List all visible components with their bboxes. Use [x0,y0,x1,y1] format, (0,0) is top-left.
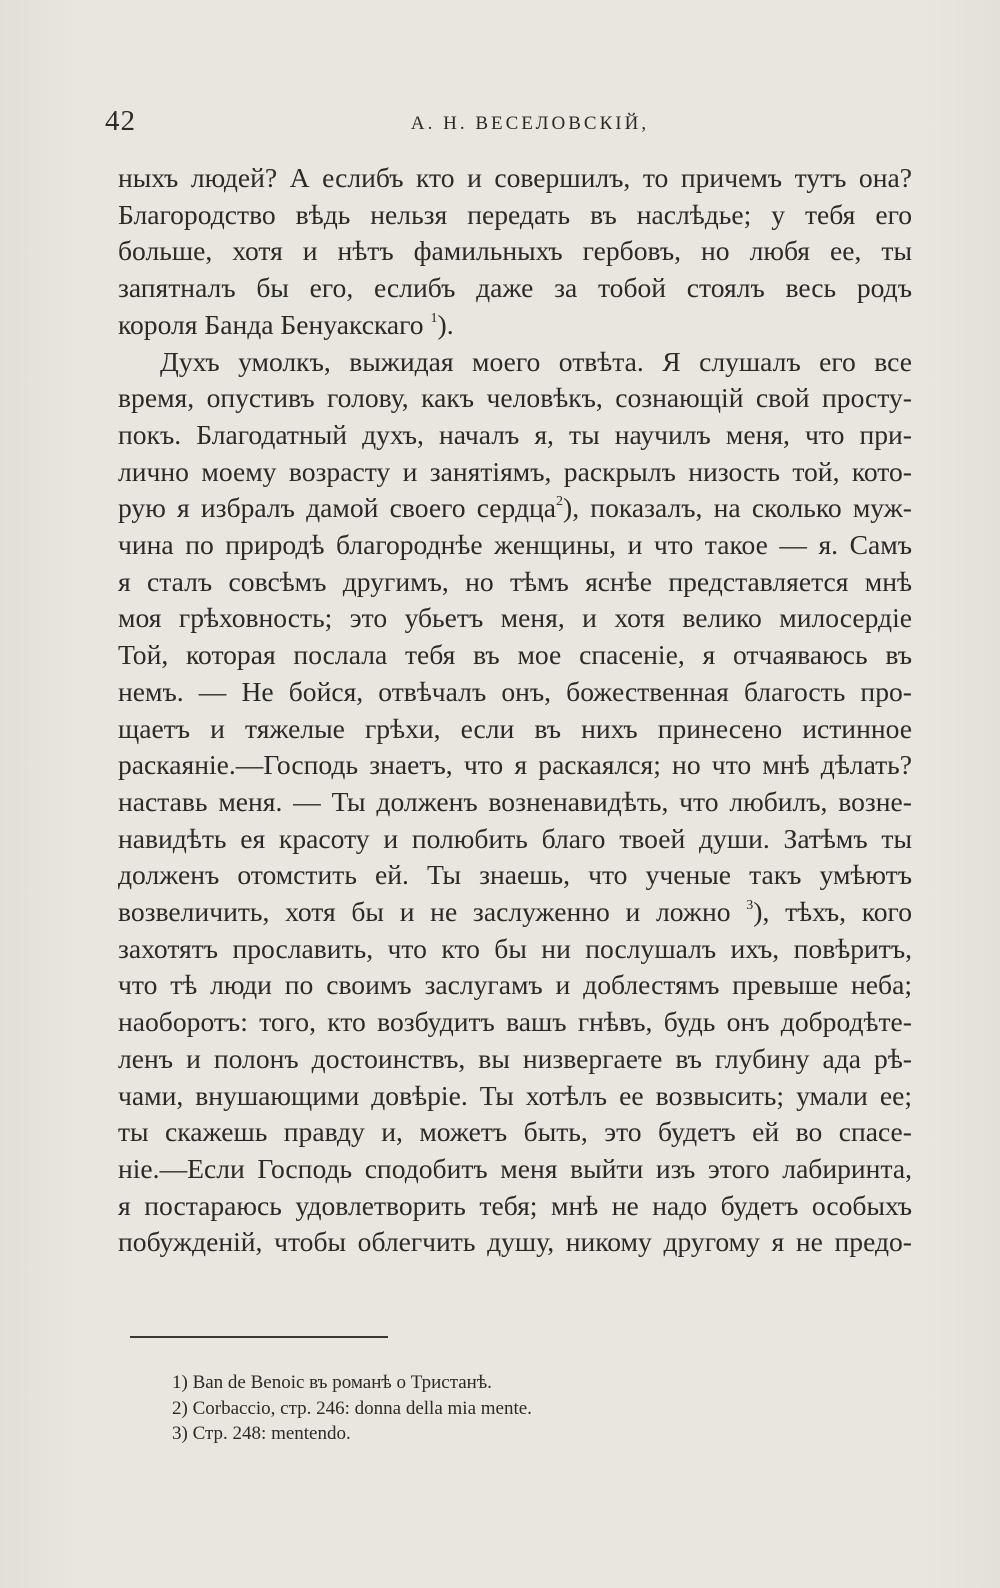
footnote: 2) Corbaccio, стр. 246: donna della mia mente. [172,1397,532,1419]
text-line: ленъ и полонъ достоинствъ, вы низвергаете въ глубину ада рѣ- [118,1042,912,1074]
text-line: Той, которая послала тебя въ мое спасеніе, я отчаяваюсь въ [118,639,912,671]
text-line: что тѣ люди по своимъ заслугамъ и доблестямъ превыше неба; [118,969,912,1001]
running-head [105,105,915,145]
text-line: захотятъ прославить, что кто бы ни послушалъ ихъ, повѣритъ, [118,932,912,964]
text-line: раскаяніе.—Господь знаетъ, что я раскаялся; но что мнѣ дѣлать? [118,749,912,781]
running-title: А. Н. ВЕСЕЛОВСКІЙ, [410,113,650,134]
text-line: ныхъ людей? А еслибъ кто и совершилъ, то причемъ тутъ она? [118,162,912,193]
text-line: моя грѣховность; это убьетъ меня, и хотя велико милосердіе [118,602,912,634]
text-line: щаетъ и тяжелые грѣхи, если въ нихъ принесено истинное [118,712,912,744]
text-line: я сталъ совсѣмъ другимъ, но тѣмъ яснѣе представляется мнѣ [118,565,912,597]
text-line: рую я избралъ дамой своего сердца$^2$), показалъ, на сколько муж- [118,492,912,524]
text-line: побужденій, чтобы облегчить душу, никому другому я не предо- [118,1226,912,1258]
text-line: больше, хотя и нѣтъ фамильныхъ гербовъ, но любя ее, ты [118,235,912,267]
text-line: ты скажешь правду и, можетъ быть, это будетъ ей во спасе- [118,1116,912,1148]
footnote-ref: 3 [746,898,754,914]
text-line: запятналъ бы его, еслибъ даже за тобой стоялъ весь родъ [118,272,912,304]
text-line: чами, внушающими довѣріе. Ты хотѣлъ ее возвысить; умали ее; [118,1079,912,1111]
footnote: 1) Ban de Benoic въ романѣ о Тристанѣ. [172,1372,492,1393]
text-line: навидѣть ея красоту и полюбить благо твоей души. Затѣмъ ты [118,822,912,854]
footnote-ref: 1 [430,310,438,326]
footnote: 3) Стр. 248: mentendo. [172,1423,351,1444]
text-line: лично моему возрасту и занятіямъ, раскрылъ низость той, кото- [118,455,912,487]
text-line: возвеличить, хотя бы и не заслуженно и ложно $^3$), тѣхъ, кого [118,896,912,928]
text-line: наоборотъ: того, кто возбудитъ вашъ гнѣвъ, будь онъ добродѣте- [118,1006,912,1038]
text-line: наставь меня. — Ты долженъ возненавидѣть, что любилъ, возне- [118,785,912,817]
page-number: 42 [105,105,136,137]
text-line: покъ. Благодатный духъ, началъ я, ты научилъ меня, что при- [118,418,912,450]
text-line: я постараюсь удовлетворить тебя; мнѣ не надо будетъ особыхъ [118,1189,912,1221]
text-line: время, опустивъ голову, какъ человѣкъ, сознающій свой просту- [118,382,912,414]
text-line: Благородство вѣдь нельзя передать въ наслѣдье; у тебя его [118,198,912,230]
text-line: чина по природѣ благороднѣе женщины, и что такое — я. Самъ [118,529,912,561]
footnote-ref: 2 [556,494,564,510]
text-line: Духъ умолкъ, выжидая моего отвѣта. Я слушалъ его все [160,345,912,377]
footnotes [172,1370,872,1447]
body-text [118,160,912,1261]
text-line: ніе.—Если Господь сподобитъ меня выйти изъ этого лабиринта, [118,1152,912,1184]
text-line: короля Банда Бенуакскаго $^1$). [118,308,454,340]
text-line: долженъ отомстить ей. Ты знаешь, что ученые такъ умѣютъ [118,859,912,891]
footnote-divider [130,1336,388,1338]
text-line: немъ. — Не бойся, отвѣчалъ онъ, божественная благость про- [118,675,912,707]
